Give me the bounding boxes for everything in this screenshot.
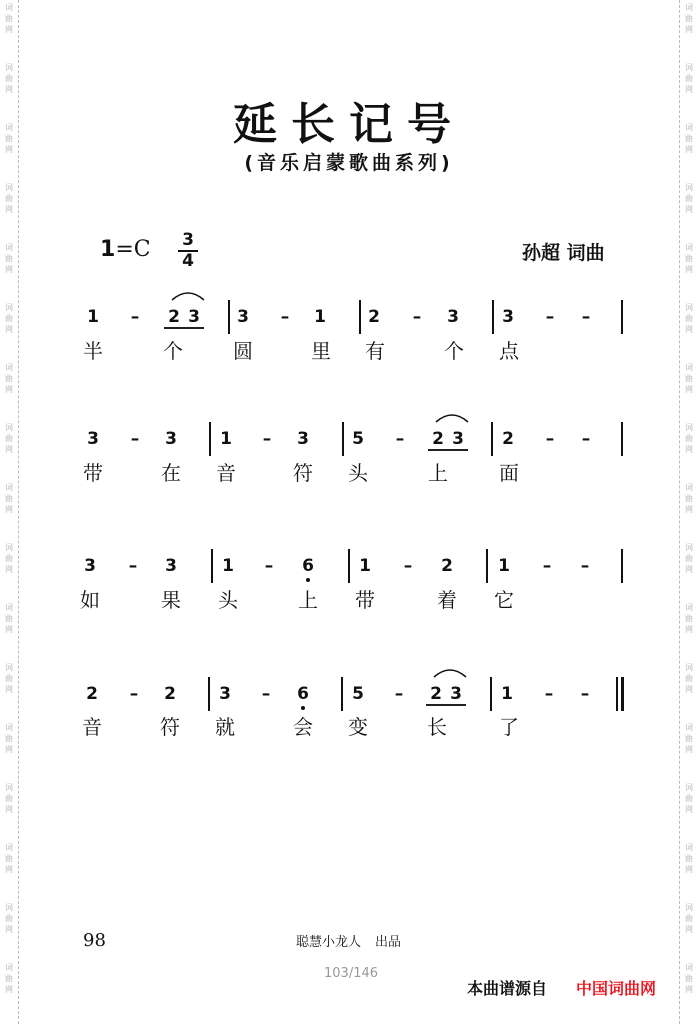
- note-dash: –: [128, 556, 138, 576]
- note-dash: –: [412, 307, 422, 327]
- lyric: 头: [218, 588, 238, 612]
- note-dash: –: [264, 556, 274, 576]
- publisher-name: 聪慧小龙人: [296, 935, 362, 950]
- watermark-mark: 词 曲 网: [5, 843, 13, 874]
- bar-line: [621, 300, 623, 334]
- note: 1: [220, 429, 232, 449]
- note: 6: [302, 556, 314, 576]
- watermark-mark: 词 曲 网: [5, 363, 13, 394]
- bar-line: [359, 300, 361, 334]
- bar-line: [348, 549, 350, 583]
- lyric: 就: [215, 715, 235, 739]
- bar-line: [208, 677, 210, 711]
- note: 3: [448, 429, 468, 451]
- note-dash: –: [261, 684, 271, 704]
- watermark-mark: 词 曲 网: [685, 423, 693, 454]
- lyric: 头: [348, 461, 368, 485]
- note-dash: –: [580, 684, 590, 704]
- note-dash: –: [403, 556, 413, 576]
- note: 6: [297, 684, 309, 704]
- watermark-mark: 词 曲 网: [685, 963, 693, 994]
- final-bar-line-thick: [621, 677, 624, 711]
- lyric: 里: [311, 339, 331, 363]
- watermark-mark: 词 曲 网: [685, 603, 693, 634]
- note-dash: –: [262, 429, 272, 449]
- watermark-mark: 词 曲 网: [5, 963, 13, 994]
- bar-line: [209, 422, 211, 456]
- source-label: 本曲谱源自: [467, 979, 548, 998]
- lyric: 它: [494, 588, 514, 612]
- note: 2: [164, 307, 184, 329]
- lyric: 上: [298, 588, 318, 612]
- time-signature-top: 3: [178, 231, 198, 252]
- lyric: 变: [348, 715, 368, 739]
- watermark-mark: 词 曲 网: [685, 723, 693, 754]
- time-signature-bottom: 4: [182, 251, 194, 271]
- lyric: 圆: [233, 339, 253, 363]
- note: 2: [164, 684, 176, 704]
- bar-line: [341, 677, 343, 711]
- time-signature: [178, 231, 198, 271]
- key-equals: =: [115, 237, 134, 262]
- note: 1: [222, 556, 234, 576]
- note: 3: [502, 307, 514, 327]
- watermark-mark: 词 曲 网: [5, 423, 13, 454]
- watermark-mark: 词 曲 网: [5, 303, 13, 334]
- watermark-mark: 词 曲 网: [685, 183, 693, 214]
- slur: [434, 410, 470, 424]
- note: 2: [428, 429, 448, 451]
- watermark-mark: 词 曲 网: [5, 663, 13, 694]
- note-dash: –: [542, 556, 552, 576]
- lyric: 带: [355, 588, 375, 612]
- key-prefix: 1: [100, 237, 116, 262]
- note: 1: [359, 556, 371, 576]
- song-subtitle: (音乐启蒙歌曲系列): [244, 152, 454, 174]
- lyric: 带: [83, 461, 103, 485]
- watermark-mark: 词 曲 网: [685, 243, 693, 274]
- bar-line: [621, 549, 623, 583]
- lyric: 个: [163, 339, 183, 363]
- note-dash: –: [580, 556, 590, 576]
- lyric: 在: [161, 461, 181, 485]
- watermark-mark: 词 曲 网: [5, 243, 13, 274]
- lyric: 点: [499, 339, 519, 363]
- watermark-mark: 词 曲 网: [685, 3, 693, 34]
- final-bar-line-thin: [616, 677, 618, 711]
- lyric: 会: [293, 715, 313, 739]
- publisher-suffix: 出品: [375, 935, 402, 950]
- note-dash: –: [581, 307, 591, 327]
- note: 3: [219, 684, 231, 704]
- lyric: 果: [161, 588, 181, 612]
- note: 3: [165, 429, 177, 449]
- slur: [170, 288, 206, 302]
- lyric: 长: [427, 715, 447, 739]
- watermark-mark: 词 曲 网: [685, 903, 693, 934]
- bar-line: [621, 422, 623, 456]
- watermark-mark: 词 曲 网: [685, 303, 693, 334]
- note: 3: [447, 307, 459, 327]
- lyric: 如: [80, 588, 100, 612]
- note: 2: [368, 307, 380, 327]
- note-dash: –: [544, 684, 554, 704]
- note-dash: –: [130, 429, 140, 449]
- bar-line: [342, 422, 344, 456]
- note: 3: [87, 429, 99, 449]
- watermark-mark: 词 曲 网: [5, 123, 13, 154]
- bar-line: [211, 549, 213, 583]
- note: 2: [426, 684, 446, 706]
- note: 5: [352, 429, 364, 449]
- note: 3: [237, 307, 249, 327]
- source-site-link[interactable]: 中国词曲网: [576, 979, 657, 998]
- lyric: 音: [216, 461, 236, 485]
- lyric: 了: [499, 715, 519, 739]
- watermark-mark: 词 曲 网: [5, 3, 13, 34]
- lyric: 有: [365, 339, 385, 363]
- lyric: 着: [437, 588, 457, 612]
- note-dash: –: [394, 684, 404, 704]
- watermark-mark: 词 曲 网: [685, 123, 693, 154]
- lyric: 个: [444, 339, 464, 363]
- watermark-mark: 词 曲 网: [5, 543, 13, 574]
- low-octave-dot: [301, 706, 305, 710]
- note-dash: –: [129, 684, 139, 704]
- slur: [432, 665, 468, 679]
- lyric: 面: [499, 461, 519, 485]
- watermark-mark: 词 曲 网: [5, 483, 13, 514]
- note: 3: [84, 556, 96, 576]
- note-dash: –: [395, 429, 405, 449]
- bar-line: [492, 300, 494, 334]
- key-note: C: [133, 237, 151, 262]
- note: 5: [352, 684, 364, 704]
- song-title: 延长记号: [233, 99, 465, 150]
- watermark-mark: 词 曲 网: [5, 783, 13, 814]
- note-dash: –: [280, 307, 290, 327]
- bar-line: [490, 677, 492, 711]
- note: 3: [297, 429, 309, 449]
- watermark-mark: 词 曲 网: [685, 363, 693, 394]
- low-octave-dot: [306, 578, 310, 582]
- lyric: 音: [82, 715, 102, 739]
- note: 1: [501, 684, 513, 704]
- note: 2: [441, 556, 453, 576]
- note: 2: [502, 429, 514, 449]
- watermark-mark: 词 曲 网: [685, 783, 693, 814]
- note: 1: [498, 556, 510, 576]
- watermark-mark: 词 曲 网: [5, 723, 13, 754]
- bar-line: [491, 422, 493, 456]
- note-dash: –: [545, 429, 555, 449]
- publisher-credit: [296, 931, 415, 950]
- watermark-mark: 词 曲 网: [685, 663, 693, 694]
- page-indicator: 103/146: [324, 966, 379, 981]
- key-signature: [100, 237, 151, 262]
- note: 3: [184, 307, 204, 329]
- note-dash: –: [130, 307, 140, 327]
- bar-line: [228, 300, 230, 334]
- watermark-mark: 词 曲 网: [685, 543, 693, 574]
- watermark-mark: 词 曲 网: [685, 483, 693, 514]
- watermark-mark: 词 曲 网: [5, 903, 13, 934]
- note: 1: [314, 307, 326, 327]
- watermark-mark: 词 曲 网: [685, 63, 693, 94]
- lyric: 符: [293, 461, 313, 485]
- watermark-mark: 词 曲 网: [5, 63, 13, 94]
- note: 3: [446, 684, 466, 706]
- lyric: 上: [428, 461, 448, 485]
- note-dash: –: [545, 307, 555, 327]
- page-number: 98: [83, 930, 106, 951]
- note: 2: [86, 684, 98, 704]
- watermark-mark: 词 曲 网: [5, 603, 13, 634]
- note-dash: –: [581, 429, 591, 449]
- watermark-mark: 词 曲 网: [685, 843, 693, 874]
- bar-line: [486, 549, 488, 583]
- note: 1: [87, 307, 99, 327]
- lyric: 符: [160, 715, 180, 739]
- watermark-mark: 词 曲 网: [5, 183, 13, 214]
- note: 3: [165, 556, 177, 576]
- author-credit: 孙超 词曲: [522, 242, 605, 264]
- lyric: 半: [83, 339, 103, 363]
